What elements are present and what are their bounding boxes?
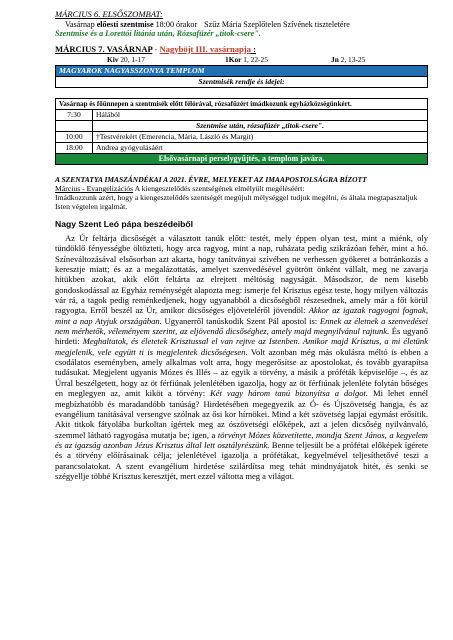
bulletin-page: [55, 10, 428, 481]
sunday-liturgical-name: Nagyböjt III. vasárnapja: [159, 43, 251, 54]
mass-row: [56, 121, 428, 132]
mass-intention: Andrea gyógyulásáért: [93, 143, 428, 154]
mass-line-text: Vasárnap: [65, 19, 97, 29]
mass-schedule-table: [55, 65, 428, 165]
mass-line-bold: előesti szentmise: [96, 19, 154, 29]
intentions-title: A SZENTATYA IMASZÁNDÉKAI A 2021. ÉVRE, MELYEKET AZ IMAAPOSTOLSÁGRA BÍZOTT: [55, 175, 367, 184]
intentions-heading: A kiengesztelődés szentségének elmélyült megéléséért:: [133, 184, 305, 193]
heading-separator: -: [152, 43, 160, 54]
sunday-heading: [55, 45, 428, 55]
collection-note: Elsővasárnapi perselygyűjtés, a templom javára.: [56, 154, 428, 165]
intentions-body: Imádkozzunk azért, hogy a kiengesztelődés szentségét megújult mélységgel tudjuk megélni, és általa megtapasztaljuk Isten végtelen irgalmát.: [55, 193, 418, 211]
mass-time: 10:00: [56, 132, 93, 143]
saturday-day: ELSŐSZOMBAT:: [102, 9, 163, 19]
sunday-date: MÁRCIUS 7. VASÁRNAP: [55, 43, 153, 54]
heading-colon: :: [250, 43, 256, 54]
mass-line-time: 18:00 órakor: [153, 19, 198, 29]
schedule-note: Vasárnap és főünnepen a szentmisék előtt félórával, rózsafüzért imádkozunk egyházközségünkért.: [56, 99, 428, 110]
saturday-heading: [55, 10, 428, 20]
schedule-title: Szentmisék rendje és idejei:: [56, 77, 428, 88]
saturday-rosary-note: Szentmise és a Lorettói litánia után, Rózsafüzér „titok-csere".: [55, 29, 261, 38]
mass-intention: Szentmise után, rózsafüzér „titok-csere".: [93, 121, 428, 132]
readings-row: [55, 55, 428, 64]
reading-2: 1Kor 1, 22-25: [225, 55, 268, 64]
sermon-paragraph: Az Úr feltárja dicsőségét a választott tanúk előtt: testét, mely éppen olyan test, mint a miénk, oly tündöklő fényességbe öltözteti, hogy arca ragyog, mint a nap, ruházata pedig szikrázóan fehér, mint a hó. Színeváltozásával elsősorban azt akarta, hogy tanítványai szívében ne verhessen gyökeret a botránkozás a keresztje miatt; és az a megalázottatás, amelyet szenvedésével gyötrött önként vállalt, meg ne zavarja hitükben azokat, akik előtt feltárta az elrejtett méltóság nagyságát. Másodszor, de nem kisebb gondoskodással az Egyház reménységét alapozta meg: ismerje fel Krisztus egész teste, hogy milyen változás vár rá, a tagok pedig reménkedjenek, hogy ugyanabból a dicsőségből részesednek, amely már a főt körül ragyogta. Erről beszél az Úr, amikor dicsőséges eljöveteléről jövendöl: Akkor az igazak ragyogni fognak, mint a nap Atyjuk országában. Ugyanerről tanúskodik Szent Pál apostol is: Ennek az életnek a szenvedései nem mérhetők, véleményem szerint, az eljövendő dicsőséghez, amely majd megnyilvánul rajtunk. És ugyanő hirdeti: Meghaltatok, és életetek Krisztussal el van rejtve az Istenben. Amikor majd Krisztus, a mi életünk megjelenik, vele együtt ti is megjelentek dicsőségesen. Volt azonban még más okulásra méltó is ebben a csodálatos eseményben, amely alkalmas volt arra, hogy megerősítse az apostolokat, és tovább gyarapítsa tudásukat. Megjelent ugyanis Mózes és Illés – az egyik a törvény, a másik a próféták képviselője –, és az Úrral beszélgetett, hogy az öt férfiúnak jelenlétében igazolja, hogy az öt férfiúnak jelenléte folytán bőséges en meglegyen az, amit kiköt a törvény: Két vagy három tanú bizonyítsa a dolgot. Mi lehet ennél megbízhatóbb és maradandóbb tanúság? Hirdetésében megegyezik az Ó- és Újszövetség hangja, és az evangélium tanításával versengve szólnak az ősi kor hírnökei. Mind a két szövetség lapjai egymást erősítik. Akit titkok fátyolába burkoltan ígértek meg az ószövetségi előképek, azt a jelen dicsőség nyilvánvaló, szemmel látható ragyogása mutatja be; igen, a törvényt Mózes közvetítette, mondja Szent János, a kegyelem és az igazság azonban Jézus Krisztus által lett osztályrészünk. Benne teljesült be a prófétai előképek ígérete és a törvény előírásainak célja; jelenlétével igazolja a prófétákat, kegyelmével teljesíthetővé teszi a parancsolatokat. A szent evangélium hirdetése szilárdítsa meg tehát mindnyájatok hitét, és senki se szégyellje többé Krisztus keresztjét, mert ezzel váltotta meg a világot.: [55, 233, 429, 481]
mass-intention: †Testvérekért (Emerencia, Mária, László és Margit): [93, 132, 428, 143]
church-name: MAGYAROK NAGYASSZONYA TEMPLOM: [56, 66, 428, 77]
sermon-body: [55, 233, 428, 481]
reading-1: Kiv 20, 1-17: [107, 55, 145, 64]
intentions-kind: - Evangelizációs: [80, 184, 134, 193]
mass-line-dedication: Szűz Mária Szeplőtelen Szívének tiszteletére: [204, 19, 350, 29]
saturday-mass-line: [65, 20, 428, 30]
saturday-date: MÁRCIUS 6.: [55, 9, 103, 19]
reading-3: Jn 2, 13-25: [331, 55, 366, 64]
mass-intention: Hálából: [93, 110, 428, 121]
mass-row: [56, 110, 428, 121]
intentions-month: Március: [55, 184, 81, 193]
mass-time: 7:30: [56, 110, 93, 121]
mass-row: [56, 143, 428, 154]
intentions-text: [55, 184, 428, 211]
mass-time: 18:00: [56, 143, 93, 154]
sermon-title: Nagy Szent Leó pápa beszédeiből: [55, 219, 194, 229]
mass-row: [56, 132, 428, 143]
